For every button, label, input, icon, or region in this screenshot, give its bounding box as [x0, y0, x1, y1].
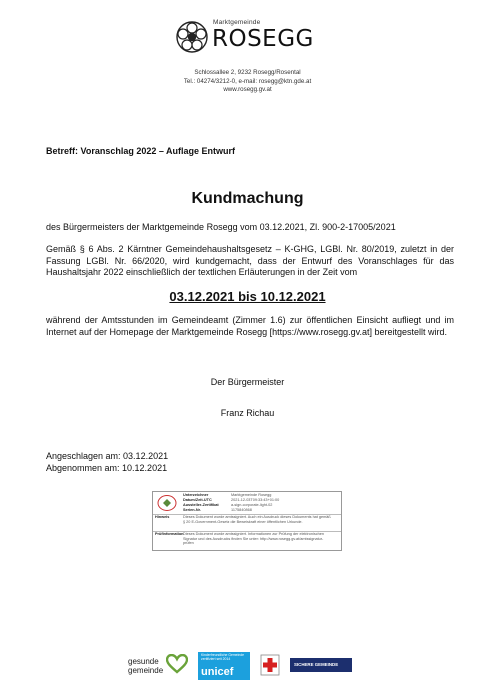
contact-line: Tel.: 04274/3212-0, e-mail: rosegg@ktn.gde.at	[183, 77, 312, 85]
date-range: 03.12.2021 bis 10.12.2021	[169, 289, 326, 304]
intro-line: des Bürgermeisters der Marktgemeinde Rosegg vom 03.12.2021, Zl. 900-2-17005/2021	[46, 222, 396, 232]
sichere-gemeinde-badge: SICHERE GEMEINDE	[290, 658, 352, 672]
signature-name: Franz Richau	[220, 408, 275, 418]
logo-name: ROSEGG	[212, 26, 314, 52]
serial-label: Serien-Nr.	[183, 508, 201, 512]
verification-text: Dieses Dokument wurde amtssigniert. Informationen zur Prüfung der elektronischen Signatur und des Ausdrucks finden Sie unter: http://www.rosegg.gv.at/amtssignatur-prüfen	[183, 532, 324, 546]
signer-label: Unterzeichner	[183, 493, 209, 497]
document-title: Kundmachung	[191, 190, 304, 207]
posted-date: Angeschlagen am: 03.12.2021	[46, 451, 169, 461]
unicef-badge	[198, 652, 250, 680]
verification-row	[155, 532, 339, 549]
unicef-wordmark: unicef	[201, 666, 234, 678]
subject-line: Betreff: Voranschlag 2022 – Auflage Entwurf	[46, 146, 236, 156]
notice-text: Dieses Dokument wurde amtssigniert. Auch ein Ausdruck dieses Dokuments hat gemäß § 20 E-Government-Gesetz die Beweiskraft einer öffentlichen Urkunde.	[183, 515, 331, 524]
red-cross-icon	[260, 654, 280, 676]
certificate-value: a-sign-corporate-light-02	[231, 503, 273, 507]
datetime-value: 2021-12-03T09:33:43+01:00	[231, 498, 280, 502]
signature-details	[183, 493, 338, 515]
serial-value: 1175840868	[231, 508, 252, 512]
electronic-signature-block	[152, 491, 342, 551]
availability-paragraph: während der Amtsstunden im Gemeindeamt (Zimmer 1.6) zur öffentlichen Einsicht aufliegt und im Internet auf der Homepage der Marktgemeinde Rosegg [https://www.rosegg.gv.at] bereitgestellt wird.	[46, 315, 454, 337]
notice-label: Hinweis	[155, 515, 170, 519]
posting-dates	[46, 451, 168, 474]
datetime-label: Datum/Zeit-UTC	[183, 498, 212, 502]
signer-value: Marktgemeinde Rosegg	[231, 493, 272, 497]
verification-label: Prüfinformation	[155, 532, 184, 536]
notice-row	[155, 515, 339, 531]
gesunde-gemeinde-badge	[128, 657, 163, 675]
municipality-logo	[175, 14, 325, 66]
gesunde-text: gesunde	[128, 657, 159, 666]
gemeinde-text: gemeinde	[128, 666, 164, 675]
rose-emblem-icon	[175, 20, 209, 54]
website-line: www.rosegg.gv.at	[223, 86, 272, 93]
logo-subtitle: Marktgemeinde	[213, 19, 261, 26]
address-line: Schlossallee 2, 9232 Rosegg/Rosental	[194, 69, 301, 76]
legal-paragraph: Gemäß § 6 Abs. 2 Kärntner Gemeindehaushaltsgesetz – K-GHG, LGBl. Nr. 80/2019, zuletzt in der Fassung LGBl. Nr. 66/2020, wird kundgemacht, dass der Entwurf des Voranschlages für das Haushaltsjahr 2022 einschließlich der textlichen Erläuterungen in der Zeit vom	[46, 244, 454, 278]
heart-icon	[166, 654, 188, 674]
removed-date: Abgenommen am: 10.12.2021	[46, 462, 168, 473]
unicef-caption: Kinderfreundliche Gemeinde zertifiziert seit 2014	[201, 653, 244, 661]
official-seal-icon	[155, 494, 179, 512]
footer-badges	[0, 650, 495, 690]
signature-role: Der Bürgermeister	[210, 377, 285, 387]
certificate-label: Aussteller-Zertifikat	[183, 503, 219, 507]
